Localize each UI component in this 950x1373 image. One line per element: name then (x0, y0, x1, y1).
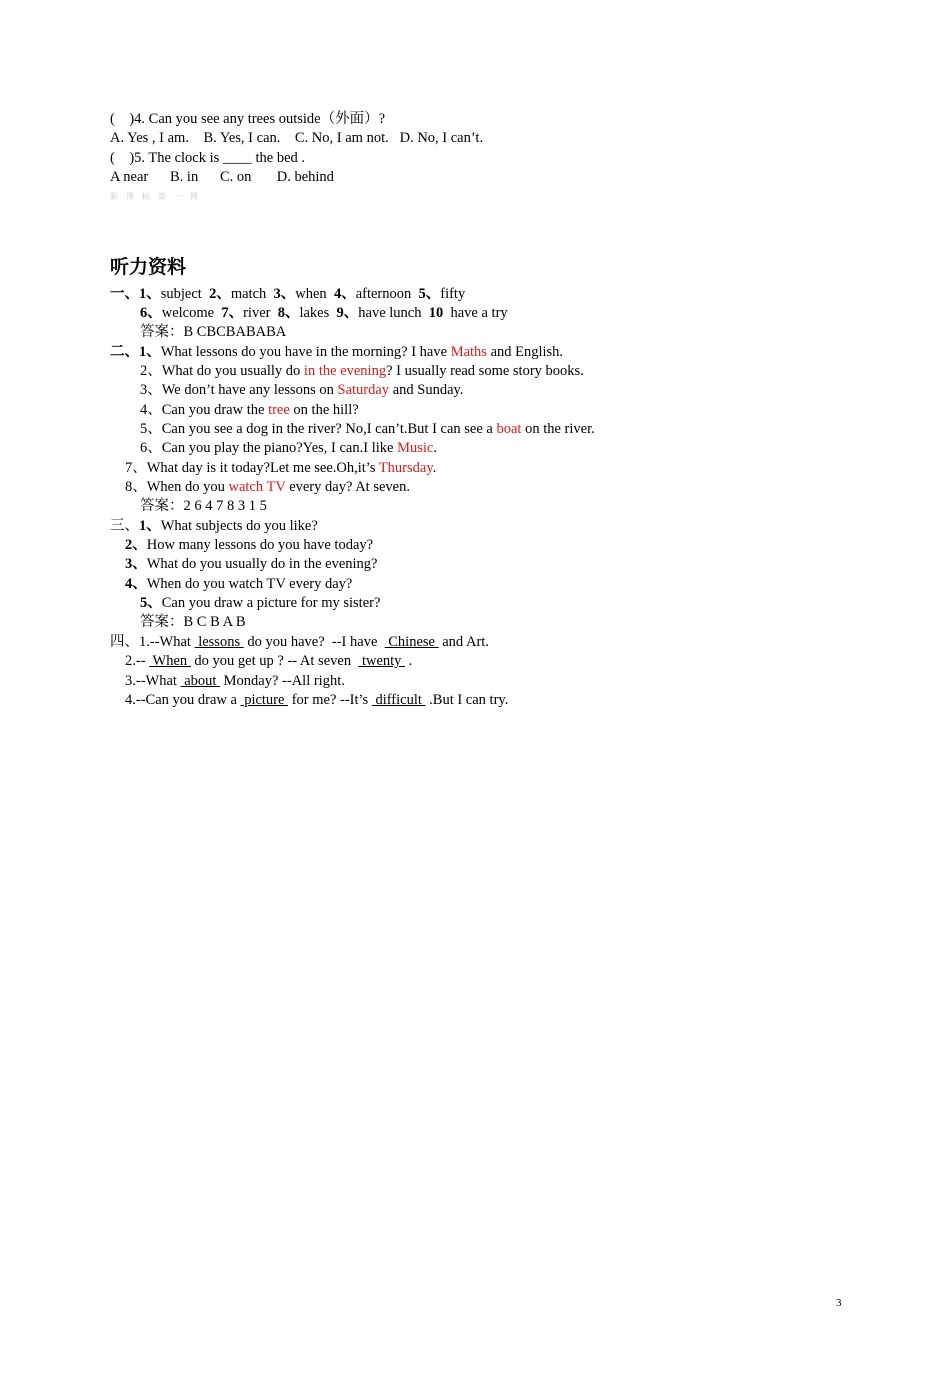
section-2-prefix: 二、 (110, 344, 139, 360)
section-2-answer: 答案：2 6 4 7 8 3 1 5 (140, 498, 267, 514)
sentence-text: . (405, 653, 413, 669)
highlight-word: tree (268, 402, 290, 418)
sentence-text: 2、What do you usually do (140, 363, 304, 379)
sentence-text: 4、Can you draw the (140, 402, 269, 418)
sentence-text: and Sunday. (389, 382, 464, 398)
sentence-text: What subjects do you like? (160, 518, 318, 534)
section-2-line-5 (140, 420, 595, 439)
filled-blank: lessons (194, 634, 244, 650)
highlight-word: Thursday (378, 460, 433, 476)
sentence-text: What do you usually do in the evening? (146, 556, 378, 572)
question-4-options: A. Yes , I am. B. Yes, I can. C. No, I am not. D. No, I can’t. (110, 130, 484, 146)
question-5-options: A near B. in C. on D. behind (110, 169, 334, 185)
page-number: 3 (836, 1297, 842, 1309)
sentence-text: . (433, 440, 437, 456)
filled-blank: When (149, 653, 191, 669)
item-number: 7、 (221, 305, 244, 321)
sentence-text: on the river. (521, 421, 595, 437)
word-item: when (295, 286, 334, 302)
filled-blank: difficult (371, 692, 426, 708)
word-item: have lunch (358, 305, 429, 321)
section-3-line-2 (125, 536, 373, 555)
section-3-line-1 (110, 517, 318, 536)
section-2-line-7 (125, 459, 436, 478)
section-3-prefix: 三、 (110, 518, 139, 534)
word-item: have a try (443, 305, 508, 321)
section-3-line-5 (140, 594, 380, 613)
section-4-line-1 (110, 633, 489, 652)
section-1-line-1 (110, 285, 465, 304)
section-3-line-4 (125, 575, 352, 594)
section-3-answer: 答案：B C B A B (140, 614, 246, 630)
sentence-text: 3、We don’t have any lessons on (140, 382, 338, 398)
sentence-text: 6、Can you play the piano?Yes, I can.I like (140, 440, 398, 456)
filled-blank: Chinese (384, 634, 439, 650)
section-2-line-8 (125, 478, 410, 497)
sentence-text: 3.--What (125, 673, 181, 689)
section-4-line-4 (125, 691, 508, 710)
section-2-line-2 (140, 362, 584, 381)
item-number: 4、 (125, 576, 147, 592)
sentence-text: 2.-- (125, 653, 150, 669)
word-item: welcome (161, 305, 222, 321)
highlight-word: in the evening (303, 363, 387, 379)
section-2-line-4 (140, 401, 359, 420)
section-1-line-2 (140, 304, 508, 323)
sentence-text: .But I can try. (425, 692, 509, 708)
sentence-text: How many lessons do you have today? (146, 537, 374, 553)
word-item: afternoon (355, 286, 419, 302)
word-item: lakes (299, 305, 337, 321)
item-number: 1、 (139, 344, 161, 360)
section-1-prefix: 一、 (110, 286, 139, 302)
section-4-line-2 (125, 652, 412, 671)
item-number: 2、 (125, 537, 147, 553)
item-number: 4、 (333, 286, 356, 302)
watermark-text: 新 课 标 第 一 网 (110, 192, 201, 201)
word-item: match (230, 286, 274, 302)
highlight-word: Saturday (337, 382, 390, 398)
sentence-text: When do you watch TV every day? (146, 576, 353, 592)
item-number: 3、 (125, 556, 147, 572)
item-number: 10 (428, 305, 444, 321)
sentence-text: and Art. (438, 634, 489, 650)
question-4-stem: ( )4. Can you see any trees outside（外面）? (110, 111, 386, 127)
section-1-answer: 答案：B CBCBABABA (140, 324, 287, 340)
sentence-text: on the hill? (289, 402, 359, 418)
item-number: 2、 (209, 286, 231, 302)
sentence-text: 7、What day is it today?Let me see.Oh,it’s (125, 460, 379, 476)
sentence-text: every day? At seven. (285, 479, 410, 495)
sentence-text: 8、When do you (125, 479, 229, 495)
item-number: 9、 (336, 305, 359, 321)
item-number: 3、 (273, 286, 296, 302)
question-5-stem: ( )5. The clock is ____ the bed . (110, 150, 306, 166)
section-2-line-6 (140, 439, 437, 458)
highlight-word: boat (496, 421, 522, 437)
highlight-word: watch TV (228, 479, 286, 495)
item-number: 1、 (139, 286, 161, 302)
word-item: subject (160, 286, 210, 302)
sentence-text: 4.--Can you draw a (125, 692, 241, 708)
item-number: 6、 (140, 305, 162, 321)
item-number: 8、 (277, 305, 300, 321)
filled-blank: about (180, 673, 221, 689)
section-2-line-3 (140, 381, 463, 400)
filled-blank: twenty (358, 653, 406, 669)
item-number: 1、 (139, 518, 161, 534)
sentence-text: do you have? --I have (243, 634, 385, 650)
section-4-line-3 (125, 672, 345, 691)
section-3-line-3 (125, 555, 378, 574)
section-2-line-1 (110, 343, 563, 362)
word-item: river (243, 305, 278, 321)
sentence-text: for me? --It’s (288, 692, 372, 708)
filled-blank: picture (240, 692, 289, 708)
sentence-text: What lessons do you have in the morning? I have (160, 344, 451, 360)
sentence-text: 5、Can you see a dog in the river? No,I can’t.But I can see a (140, 421, 497, 437)
section-heading: 听力资料 (110, 256, 187, 278)
item-number: 5、 (140, 595, 162, 611)
highlight-word: Music (397, 440, 434, 456)
sentence-text: 四、1.--What (110, 634, 195, 650)
item-number: 5、 (418, 286, 441, 302)
highlight-word: Maths (450, 344, 487, 360)
sentence-text: do you get up ? -- At seven (190, 653, 359, 669)
sentence-text: Monday? --All right. (220, 673, 345, 689)
sentence-text: Can you draw a picture for my sister? (161, 595, 381, 611)
sentence-text: . (432, 460, 437, 476)
sentence-text: ? I usually read some story books. (386, 363, 584, 379)
sentence-text: and English. (486, 344, 564, 360)
word-item: fifty (440, 286, 466, 302)
